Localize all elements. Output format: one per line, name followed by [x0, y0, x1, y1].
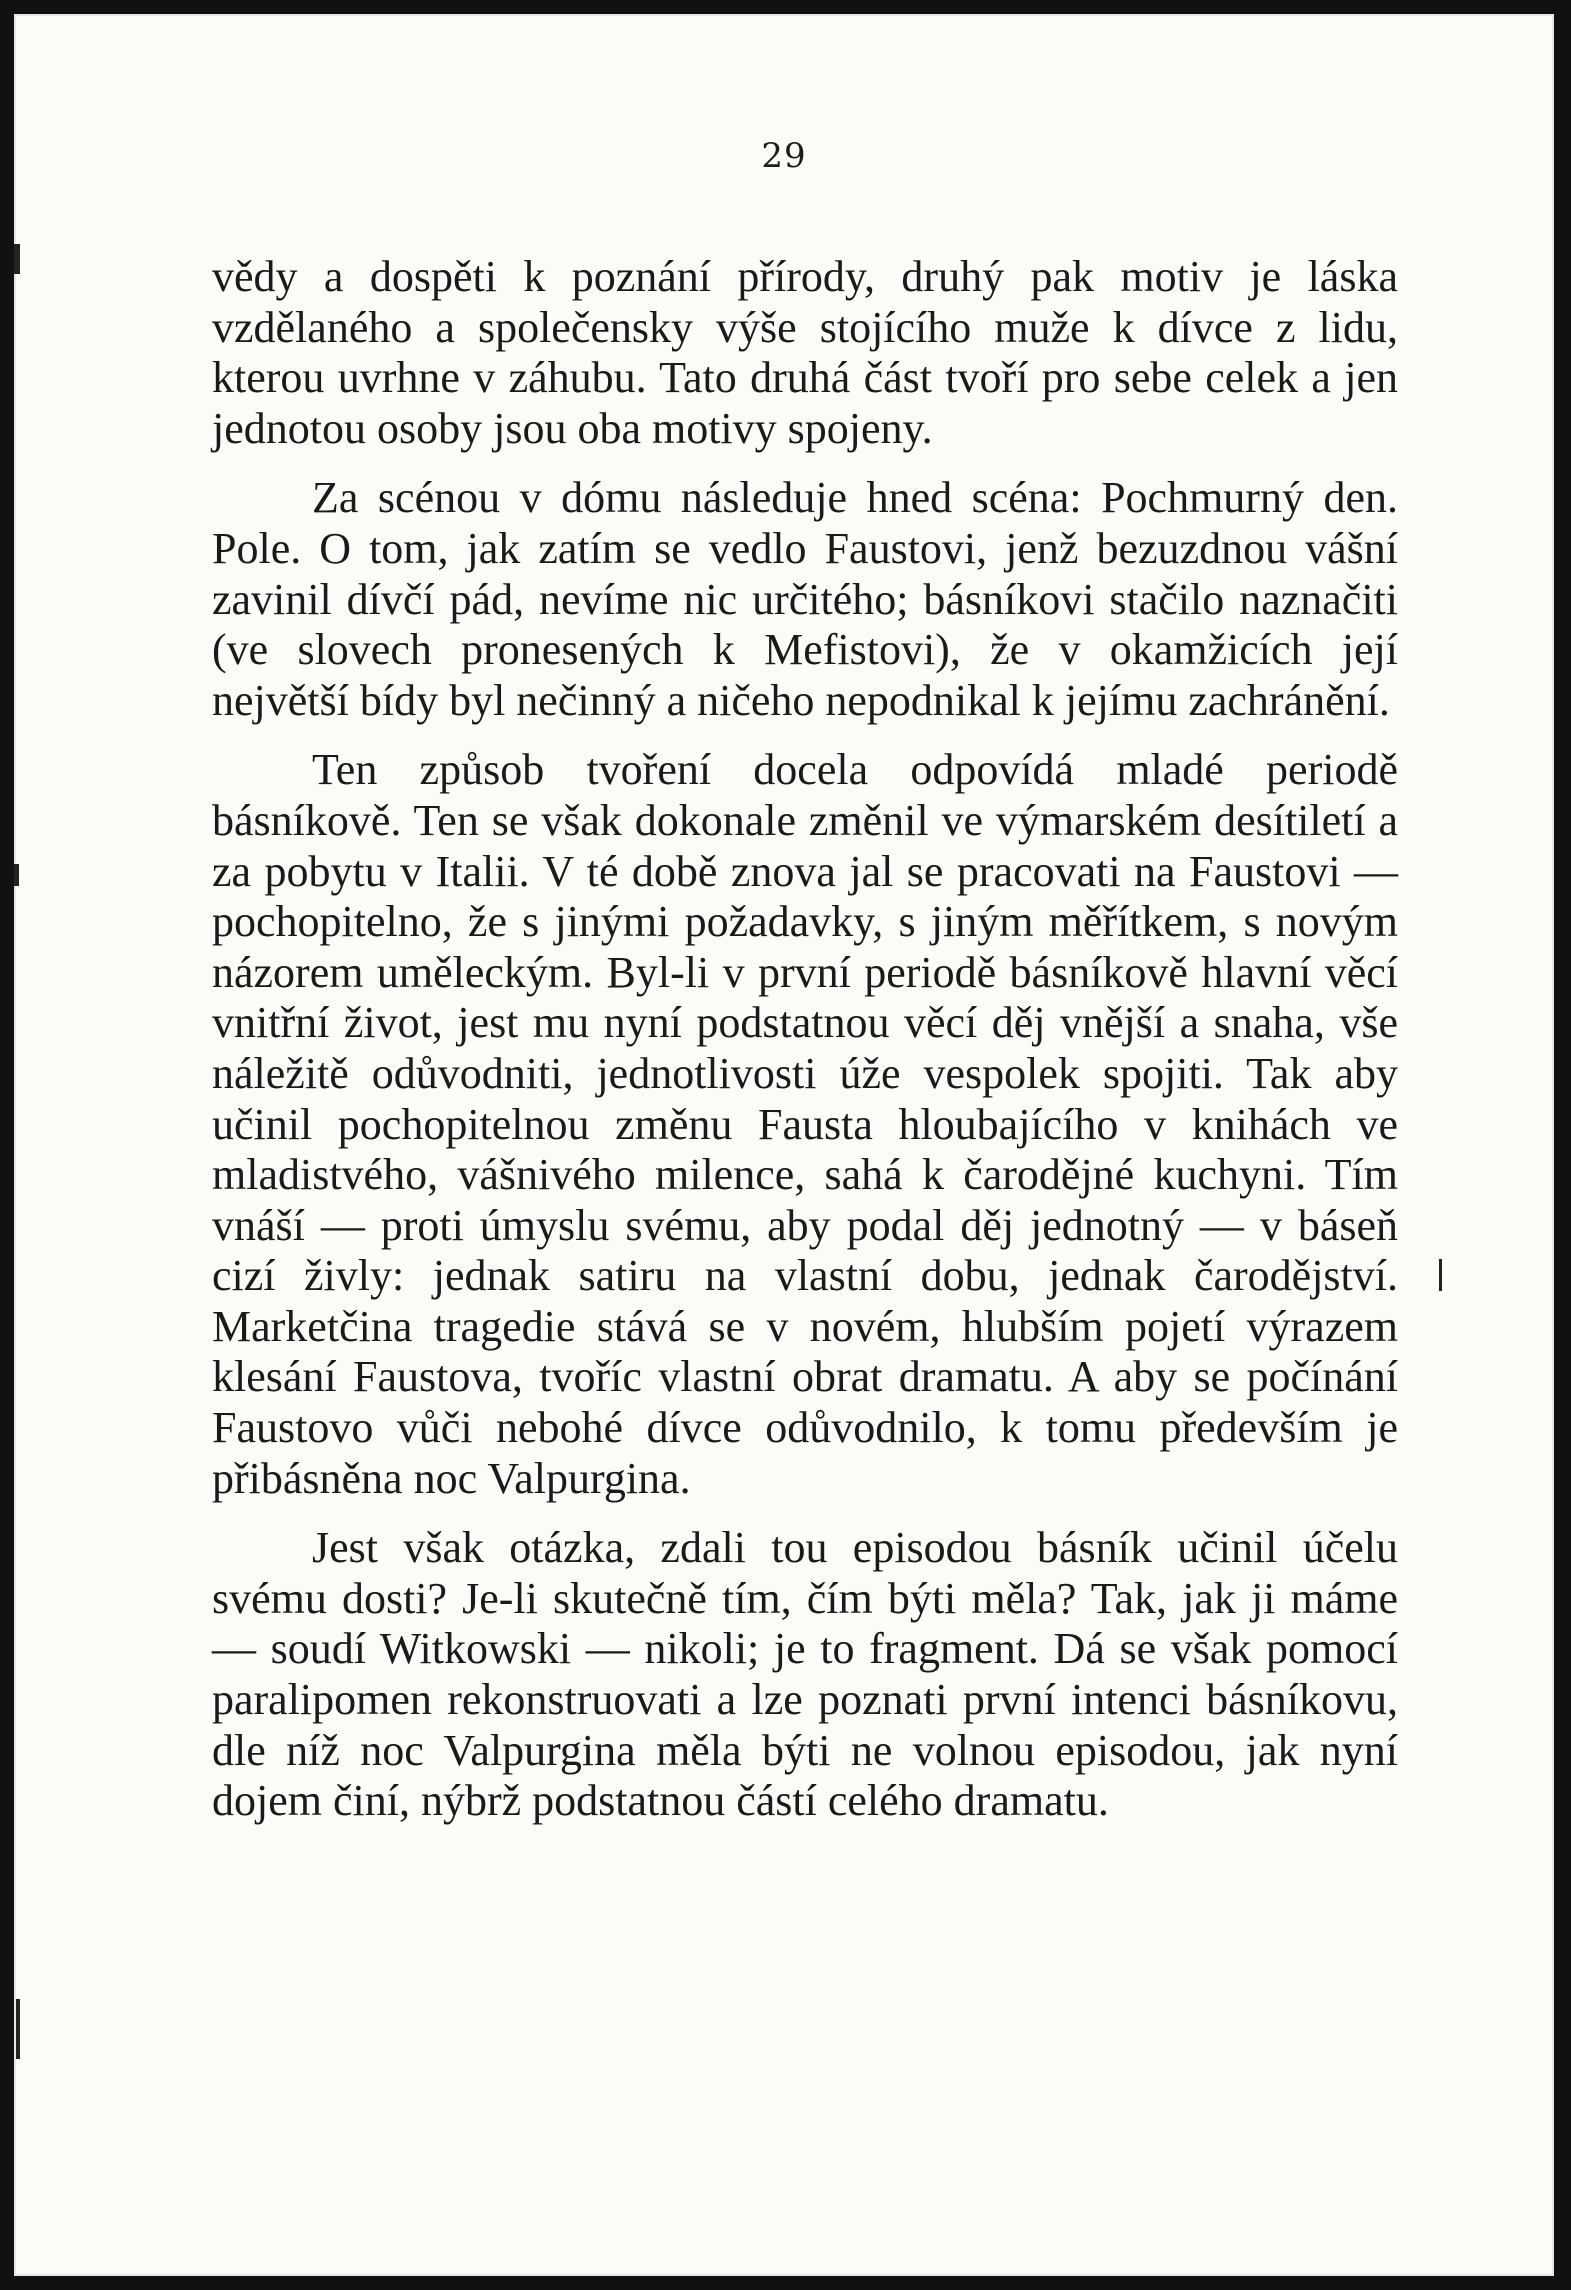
scan-mark	[1439, 1259, 1442, 1291]
scan-mark	[14, 244, 20, 274]
paragraph-1: vědy a dospěti k poznání přírody, druhý pak motiv je láska vzdělaného a společensky výše stojícího muže k dívce z lidu, kterou uvrhne v záhubu. Tato druhá část tvoří pro sebe celek a jen jednotou osoby jsou oba motivy spojeny.	[212, 252, 1398, 453]
scan-mark	[14, 864, 19, 886]
paragraph-3: Ten způsob tvoření docela odpovídá mladé periodě básníkově. Ten se však dokonale změnil ve výmarském desítiletí a za pobytu v Italii. V té době znova jal se pracovati na Faustovi — pochopitelno, že s jinými požadavky, s jiným měřítkem, s novým názorem uměleckým. Byl-li v první periodě básníkově hlavní věcí vnitřní život, jest mu nyní podstatnou věcí děj vnější a snaha, vše náležitě odůvodniti, jednotlivosti úže vespolek spojiti. Tak aby učinil pochopitelnou změnu Fausta hloubajícího v knihách ve mladistvého, vášnivého milence, sahá k čarodějné kuchyni. Tím vnáší — proti úmyslu svému, aby podal děj jednotný — v báseň cizí živly: jednak satiru na vlastní dobu, jednak čarodějství. Marketčina tragedie stává se v novém, hlubším pojetí výrazem klesání Faustova, tvoříc vlastní obrat dramatu. A aby se počínání Faustovo vůči nebohé dívce odůvodnilo, k tomu především je přibásněna noc Valpurgina.	[212, 745, 1398, 1503]
paragraph-4: Jest však otázka, zdali tou episodou básník učinil účelu svému dosti? Je-li skutečně tím, čím býti měla? Tak, jak ji máme — soudí Witkowski — nikoli; je to fragment. Dá se však pomocí paralipomen rekonstruovati a lze poznati první intenci básníkovu, dle níž noc Valpurgina měla býti ne volnou episodou, jak nyní dojem činí, nýbrž podstatnou částí celého dramatu.	[212, 1523, 1398, 1826]
page-number: 29	[761, 136, 807, 176]
book-page	[14, 14, 1554, 2276]
paragraph-2: Za scénou v dómu následuje hned scéna: Pochmurný den. Pole. O tom, jak zatím se vedlo Faustovi, jenž bezuzdnou vášní zavinil dívčí pád, nevíme nic určitého; básníkovi stačilo naznačiti (ve slovech pronesených k Mefistovi), že v okamžicích její největší bídy byl nečinný a ničeho nepodnikal k jejímu zachránění.	[212, 473, 1398, 725]
body-text	[212, 252, 1398, 1827]
scan-mark	[16, 1999, 20, 2059]
